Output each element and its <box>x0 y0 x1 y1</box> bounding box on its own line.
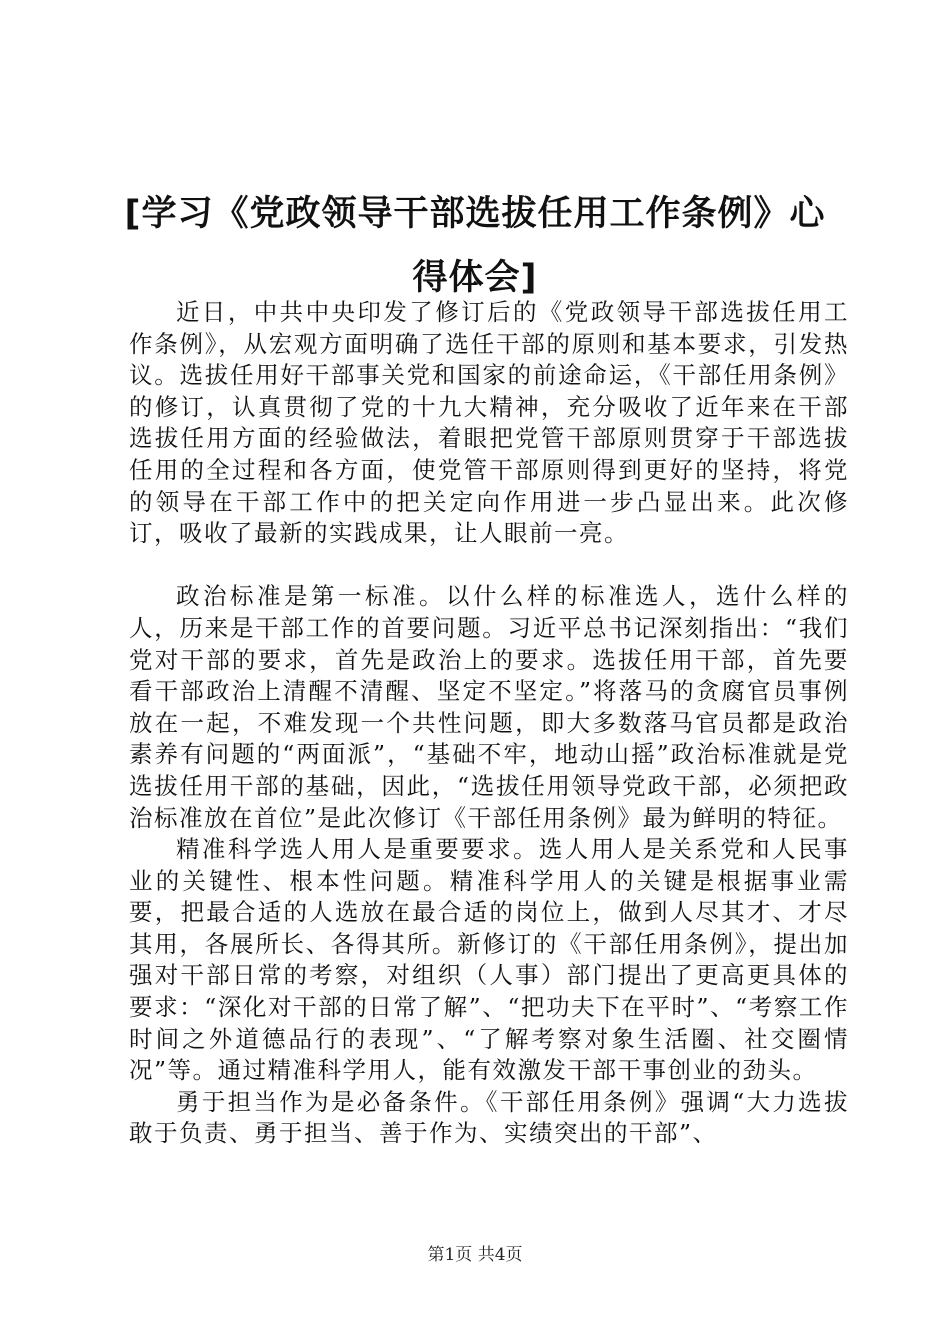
page-footer: 第1页 共4页 <box>427 1245 523 1265</box>
paragraph: 精准科学选人用人是重要要求。选人用人是关系党和人民事业的关键性、根本性问题。精准科学用人的关键是根据事业需要，把最合适的人选放在最合适的岗位上，做到人尽其才、才尽其用，各展所长、各得其所。新修订的《干部任用条例》，提出加强对干部日常的考察，对组织（人事）部门提出了更高更具体的要求：“深化对干部的日常了解”、“把功夫下在平时”、“考察工作时间之外道德品行的表现”、“了解考察对象生活圈、社交圈情况”等。通过精准科学用人，能有效激发干部干事创业的劲头。 <box>129 835 849 1085</box>
title-line-2: 得体会] <box>412 258 538 298</box>
paragraph: 政治标准是第一标准。以什么样的标准选人，选什么样的人，历来是干部工作的首要问题。习近平总书记深刻指出：“我们党对干部的要求，首先是政治上的要求。选拔任用干部，首先要看干部政治上清醒不清醒、坚定不坚定。”将落马的贪腐官员事例放在一起，不难发现一个共性问题，即大多数落马官员都是政治素养有问题的“两面派”，“基础不牢，地动山摇”政治标准就是党选拔任用干部的基础，因此，“选拔任用领导党政干部，必须把政治标准放在首位”是此次修订《干部任用条例》最为鲜明的特征。 <box>129 582 849 832</box>
document-title <box>110 182 840 310</box>
paragraph: 近日，中共中央印发了修订后的《党政领导干部选拔任用工作条例》，从宏观方面明确了选任干部的原则和基本要求，引发热议。选拔任用好干部事关党和国家的前途命运，《干部任用条例》的修订，认真贯彻了党的十九大精神，充分吸收了近年来在干部选拔任用方面的经验做法，着眼把党管干部原则贯穿于干部选拔任用的全过程和各方面，使党管干部原则得到更好的坚持，将党的领导在干部工作中的把关定向作用进一步凸显出来。此次修订，吸收了最新的实践成果，让人眼前一亮。 <box>129 298 849 548</box>
title-line-1: [学习《党政领导干部选拔任用工作条例》心 <box>124 194 826 234</box>
paragraph: 勇于担当作为是必备条件。《干部任用条例》强调“大力选拔敢于负责、勇于担当、善于作为、实绩突出的干部”、 <box>129 1087 849 1148</box>
document-body <box>129 297 849 1150</box>
